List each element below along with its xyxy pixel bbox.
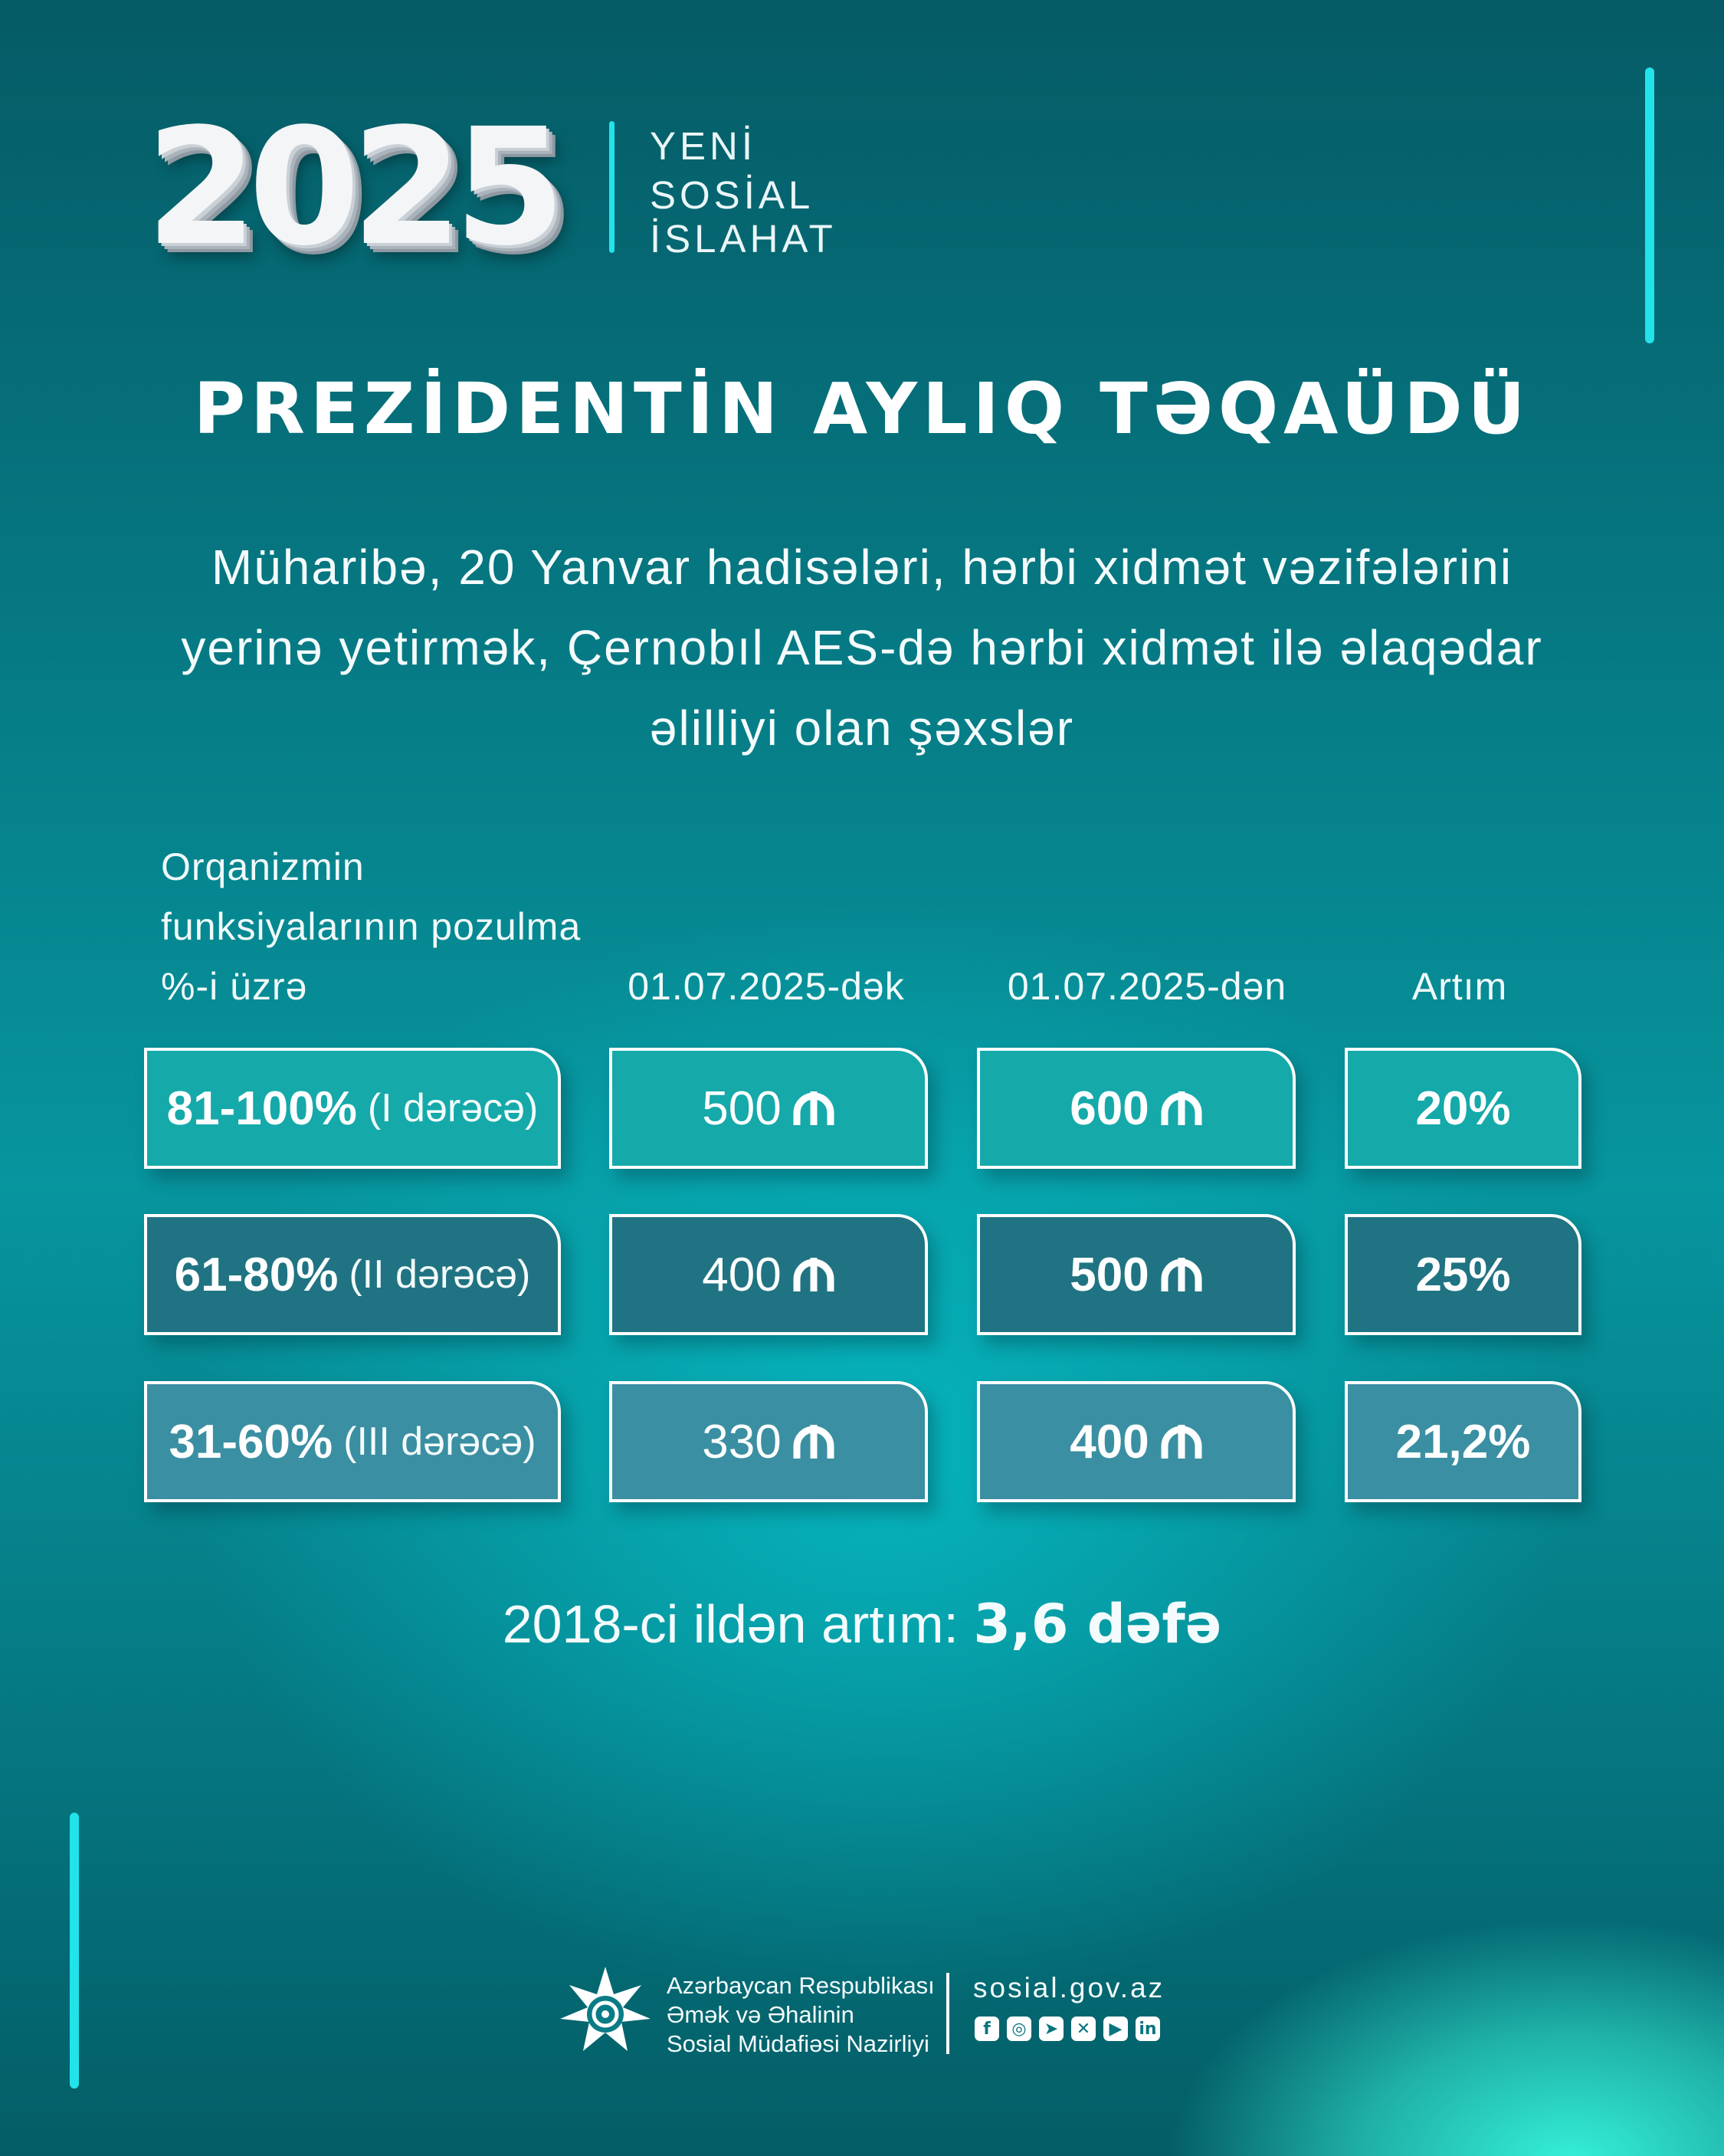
logo-tagline-line-1: YENİ [650,124,757,168]
ministry-emblem-icon [556,1964,655,2063]
page-subtitle: Müharibə, 20 Yanvar hadisələri, hərbi xidmət vəzifələrini yerinə yetirmək, Çernobıl AES-də hərbi xidmət ilə əlaqədar əlilliyi olan şəxslər [181,540,1543,756]
telegram-icon[interactable]: ➤ [1039,2017,1064,2041]
manat-icon [792,1090,835,1127]
table-row-3-before-cell [609,1381,928,1502]
row-2-after-value: 500 [1070,1248,1149,1301]
table-row-2-after-cell [977,1214,1296,1335]
table-row-2-before-cell [609,1214,928,1335]
row-2-degree: (II dərəcə) [349,1252,531,1297]
facebook-icon[interactable]: f [975,2017,999,2041]
table-row-1-range-cell [144,1048,561,1169]
column-header-increase: Artım [1411,965,1508,1008]
manat-icon [1160,1423,1203,1460]
manat-icon [792,1256,835,1293]
ministry-name-line-1: Azərbaycan Respublikası [667,1972,935,1999]
accent-bar-bottom-left [70,1813,79,2089]
row-3-before-value: 330 [702,1415,782,1469]
table-row-1-increase-cell [1345,1048,1581,1169]
youtube-icon[interactable]: ▶ [1103,2017,1128,2041]
row-1-range: 81-100% [166,1081,357,1135]
ministry-name-line-2: Əmək və Əhalinin [667,2001,854,2028]
row-1-increase: 20% [1415,1081,1511,1135]
row-2-increase: 25% [1415,1248,1511,1301]
table-row-3-increase-cell [1345,1381,1581,1502]
logo-tagline-line-3: İSLAHAT [650,217,837,261]
column-header-before: 01.07.2025-dək [628,965,905,1008]
footer-divider [946,1973,949,2054]
ministry-name-line-3: Sosial Müdafiəsi Nazirliyi [667,2030,929,2057]
logo-tagline-line-2: SOSİAL [650,173,814,217]
row-2-before-value: 400 [702,1248,782,1301]
page-title: PREZİDENTİN AYLIQ TƏQAÜDÜ [193,368,1531,450]
row-1-before-value: 500 [702,1081,782,1135]
x-icon[interactable]: ✕ [1071,2017,1096,2041]
growth-footnote-value: 3,6 dəfə [973,1593,1222,1656]
table-row-3-after-cell [977,1381,1296,1502]
manat-icon [1160,1256,1203,1293]
manat-icon [1160,1090,1203,1127]
website-link[interactable]: sosial.gov.az [973,1972,1165,2003]
social-links [975,2017,1160,2041]
logo-divider [609,121,615,253]
instagram-icon[interactable]: ◎ [1007,2017,1031,2041]
row-3-after-value: 400 [1070,1415,1149,1469]
logo-year: 2025 [146,94,557,281]
table-row-3-range-cell [144,1381,561,1502]
column-header-disability: Orqanizmin funksiyalarının pozulma %-i üzrə [161,845,582,1008]
row-3-increase: 21,2% [1395,1415,1531,1469]
growth-footnote-label: 2018-ci ildən artım: [502,1594,959,1654]
row-3-degree: (III dərəcə) [343,1419,536,1464]
accent-bar-top-right [1645,67,1654,343]
table-row-1-after-cell [977,1048,1296,1169]
ministry-name [667,1971,935,2059]
growth-footnote [0,1593,1724,1656]
row-2-range: 61-80% [174,1248,339,1301]
table-row-1-before-cell [609,1048,928,1169]
linkedin-icon[interactable]: in [1136,2017,1160,2041]
table-row-2-increase-cell [1345,1214,1581,1335]
row-3-range: 31-60% [169,1415,333,1469]
row-1-degree: (I dərəcə) [367,1086,539,1131]
manat-icon [792,1423,835,1460]
table-row-2-range-cell [144,1214,561,1335]
row-1-after-value: 600 [1070,1081,1149,1135]
column-header-after: 01.07.2025-dən [1007,965,1287,1008]
